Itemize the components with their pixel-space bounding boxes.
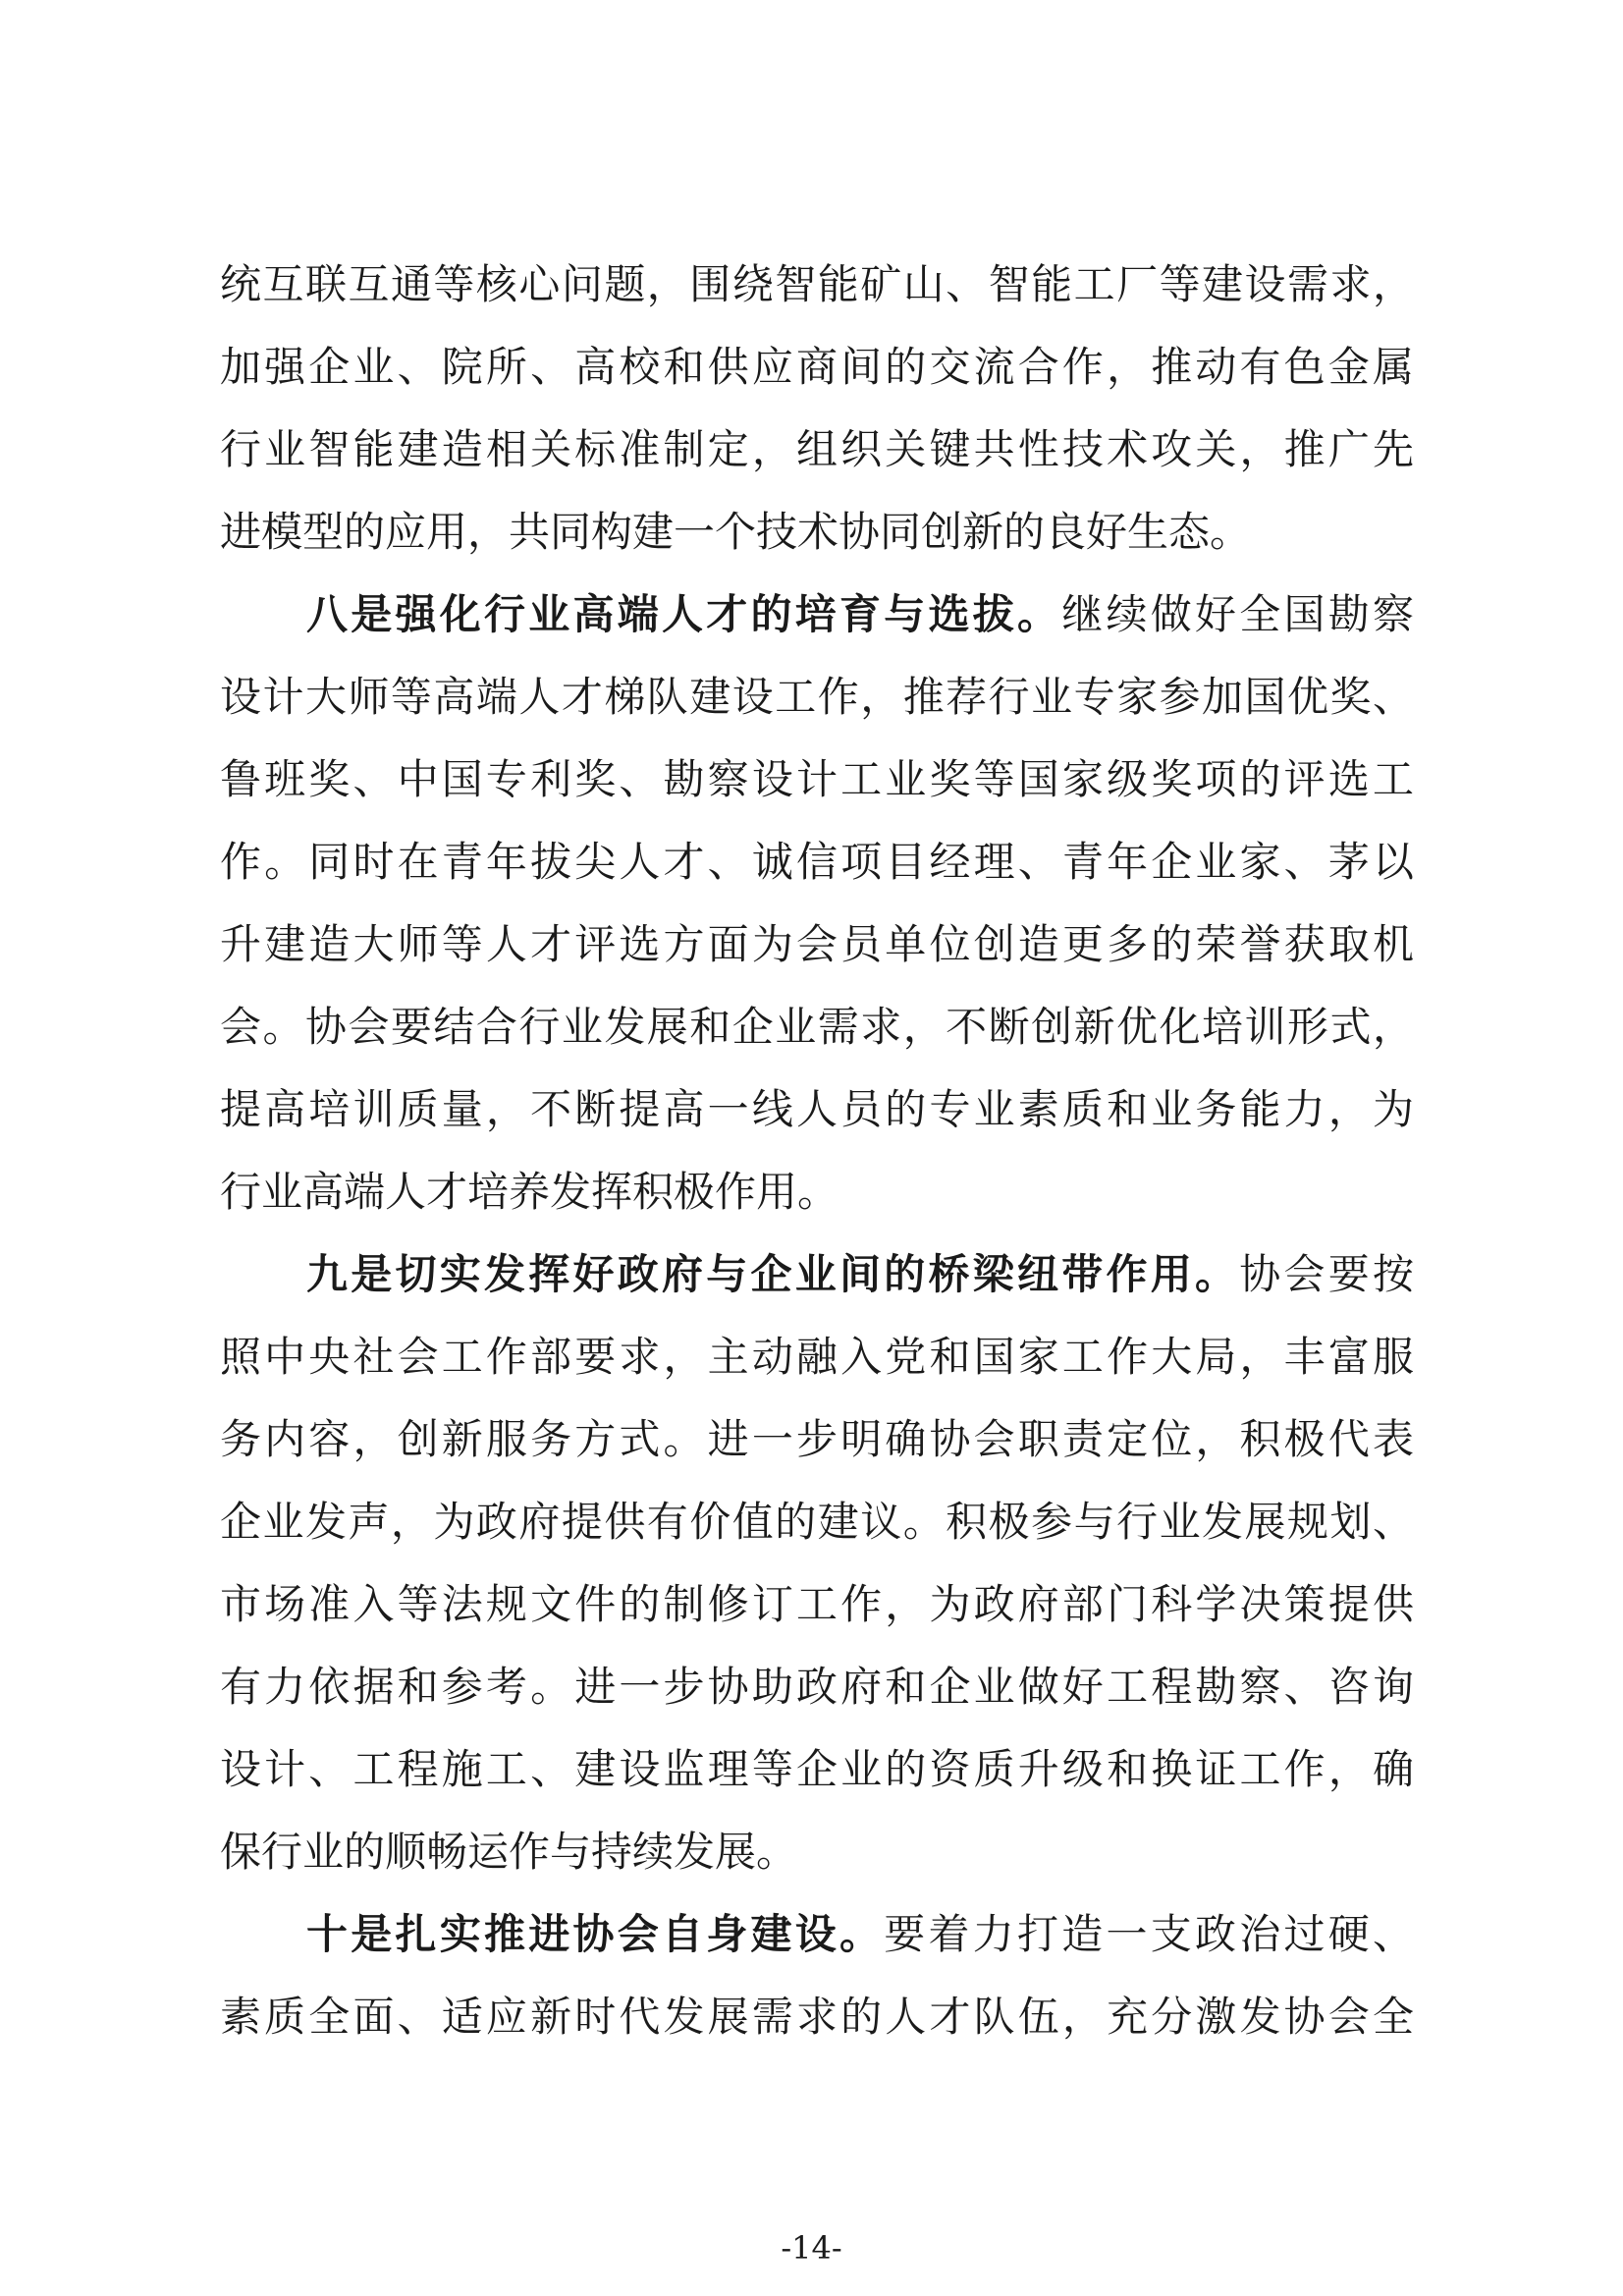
text-line: 素质全面、适应新时代发展需求的人才队伍，充分激发协会全 — [220, 1993, 1414, 2041]
text-line: 进模型的应用，共同构建一个技术协同创新的良好生态。 — [220, 508, 1252, 556]
paragraph-10-first-line-text: 要着力打造一支政治过硬、 — [884, 1910, 1414, 1958]
paragraph-8-heading: 八是强化行业高端人才的培育与选拔。 — [306, 590, 1062, 638]
paragraph-9-first-line — [220, 1233, 1414, 1316]
paragraph-8-first-line-text: 继续做好全国勘察 — [1061, 590, 1414, 638]
body-text — [220, 244, 1414, 2058]
text-line: 设计大师等高端人才梯队建设工作，推荐行业专家参加国优奖、 — [220, 673, 1414, 721]
text-line: 提高培训质量，不断提高一线人员的专业素质和业务能力，为 — [220, 1085, 1414, 1133]
text-line: 升建造大师等人才评选方面为会员单位创造更多的荣誉获取机 — [220, 920, 1414, 968]
text-line: 照中央社会工作部要求，主动融入党和国家工作大局，丰富服 — [220, 1333, 1414, 1381]
text-line: 行业智能建造相关标准制定，组织关键共性技术攻关，推广先 — [220, 425, 1414, 473]
text-line: 会。协会要结合行业发展和企业需求，不断创新优化培训形式， — [220, 1003, 1414, 1051]
paragraph-10-first-line — [220, 1893, 1414, 1976]
text-line: 统互联互通等核心问题，围绕智能矿山、智能工厂等建设需求， — [220, 260, 1414, 308]
paragraph-8-first-line — [220, 574, 1414, 656]
paragraph-9-heading: 九是切实发挥好政府与企业间的桥梁纽带作用。 — [306, 1250, 1240, 1298]
text-line: 设计、工程施工、建设监理等企业的资质升级和换证工作，确 — [220, 1745, 1414, 1793]
text-line: 行业高端人才培养发挥积极作用。 — [220, 1168, 839, 1216]
text-line: 企业发声，为政府提供有价值的建议。积极参与行业发展规划、 — [220, 1498, 1414, 1546]
text-line: 加强企业、院所、高校和供应商间的交流合作，推动有色金属 — [220, 343, 1414, 391]
text-line: 鲁班奖、中国专利奖、勘察设计工业奖等国家级奖项的评选工 — [220, 755, 1414, 803]
text-line: 保行业的顺畅运作与持续发展。 — [220, 1828, 798, 1876]
paragraph-10-heading: 十是扎实推进协会自身建设。 — [306, 1910, 885, 1958]
text-line: 作。同时在青年拔尖人才、诚信项目经理、青年企业家、茅以 — [220, 838, 1414, 886]
text-line: 有力依据和参考。进一步协助政府和企业做好工程勘察、咨询 — [220, 1663, 1414, 1711]
text-line: 务内容，创新服务方式。进一步明确协会职责定位，积极代表 — [220, 1415, 1414, 1463]
text-line: 市场准入等法规文件的制修订工作，为政府部门科学决策提供 — [220, 1580, 1414, 1628]
paragraph-9-first-line-text: 协会要按 — [1239, 1250, 1414, 1298]
page-number: -14- — [781, 2229, 842, 2267]
